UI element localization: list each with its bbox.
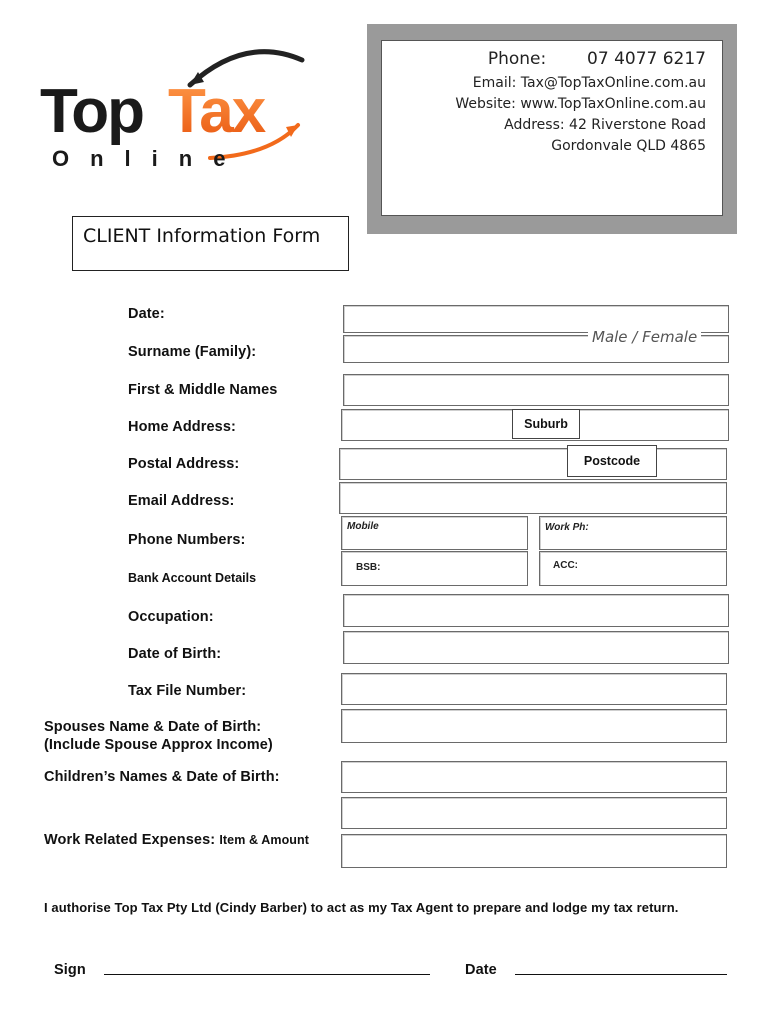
email-line: Email: Tax@TopTaxOnline.com.au <box>472 75 706 91</box>
postal-address-field[interactable] <box>339 448 727 480</box>
children-field-1[interactable] <box>341 761 727 793</box>
email-address-label: Email Address: <box>128 493 235 509</box>
form-title: CLIENT Information Form <box>83 225 321 247</box>
occupation-field[interactable] <box>343 594 729 627</box>
svg-text:Tax: Tax <box>168 77 265 146</box>
form-title-box <box>72 216 349 271</box>
mobile-label: Mobile <box>347 521 379 532</box>
first-names-label: First & Middle Names <box>128 382 278 398</box>
children-field-2[interactable] <box>341 797 727 829</box>
work-expenses-sub: Item & Amount <box>219 833 310 847</box>
email-address-field[interactable] <box>339 482 727 514</box>
phone-numbers-label: Phone Numbers: <box>128 532 246 548</box>
children-label: Children’s Names & Date of Birth: <box>44 769 280 785</box>
signature-line[interactable] <box>104 974 430 975</box>
phone-value: 07 4077 6217 <box>587 49 706 69</box>
svg-text:Online: Online <box>52 146 247 171</box>
work-expenses-label <box>44 832 309 848</box>
occupation-label: Occupation: <box>128 609 214 625</box>
date-sign-line[interactable] <box>515 974 727 975</box>
city-line: Gordonvale QLD 4865 <box>551 138 706 154</box>
suburb-box[interactable]: Suburb <box>512 409 580 439</box>
surname-label: Surname (Family): <box>128 344 257 360</box>
bank-details-label: Bank Account Details <box>128 571 257 585</box>
work-phone-label: Work Ph: <box>545 522 589 533</box>
postal-address-label: Postal Address: <box>128 456 240 472</box>
gender-label[interactable]: Male / Female <box>588 328 701 346</box>
address-line: Address: 42 Riverstone Road <box>504 117 706 133</box>
website-line: Website: www.TopTaxOnline.com.au <box>455 96 706 112</box>
sign-label: Sign <box>54 962 86 978</box>
spouse-label: Spouses Name & Date of Birth: <box>44 719 262 735</box>
spouse-income-label: (Include Spouse Approx Income) <box>44 737 273 753</box>
tfn-label: Tax File Number: <box>128 683 247 699</box>
top-tax-online-logo <box>40 40 310 180</box>
bsb-label: BSB: <box>356 562 381 573</box>
home-address-label: Home Address: <box>128 419 236 435</box>
contact-info-box <box>367 24 737 234</box>
dob-label: Date of Birth: <box>128 646 222 662</box>
date-sign-label: Date <box>465 962 497 978</box>
phone-label: Phone: <box>487 49 547 69</box>
work-expenses-field[interactable] <box>341 834 727 868</box>
tfn-field[interactable] <box>341 673 727 705</box>
date-label: Date: <box>128 306 165 322</box>
contact-inner <box>381 40 723 216</box>
postcode-box[interactable]: Postcode <box>567 445 657 477</box>
dob-field[interactable] <box>343 631 729 664</box>
authorisation-statement: I authorise Top Tax Pty Ltd (Cindy Barber) to act as my Tax Agent to prepare and lodge my tax return. <box>44 900 679 915</box>
acc-label: ACC: <box>553 560 578 571</box>
work-expenses-title: Work Related Expenses: <box>44 832 216 848</box>
phone-line <box>488 49 706 69</box>
first-names-field[interactable] <box>343 374 729 406</box>
svg-text:Top: Top <box>40 77 144 146</box>
spouse-field[interactable] <box>341 709 727 743</box>
